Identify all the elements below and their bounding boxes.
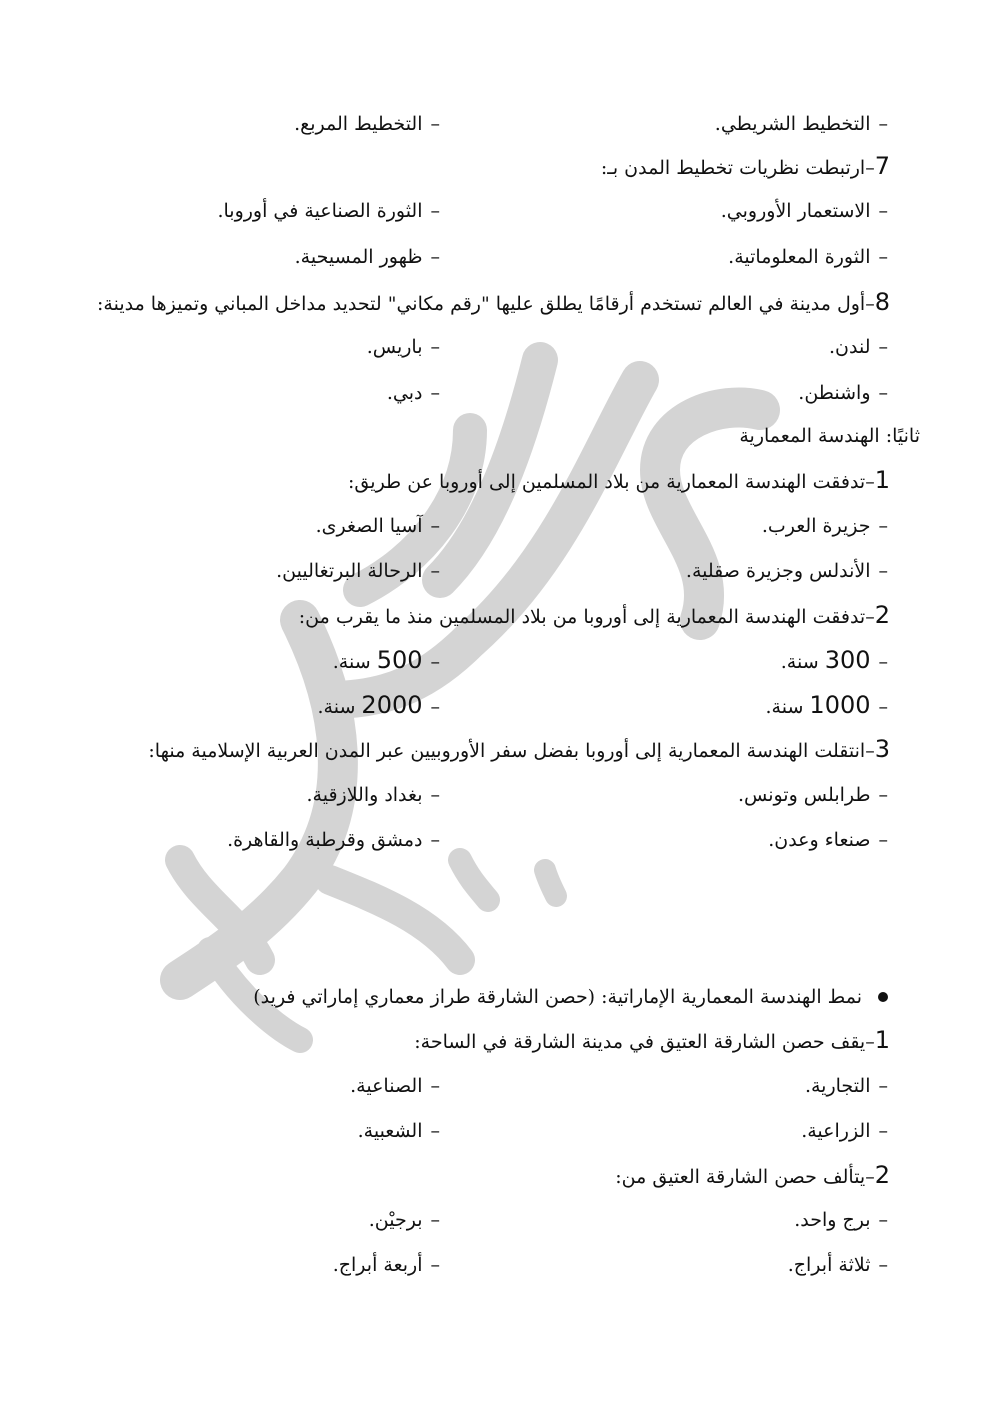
option-right bbox=[805, 1072, 888, 1100]
option-right bbox=[794, 1206, 888, 1234]
question-number: 7 bbox=[874, 152, 890, 180]
option-text: باريس. bbox=[366, 336, 423, 358]
option-left bbox=[306, 781, 440, 809]
question bbox=[348, 466, 890, 496]
question-number: 8 bbox=[874, 288, 890, 316]
option-unit: سنة. bbox=[780, 651, 819, 673]
dash-marker: – bbox=[878, 1254, 888, 1276]
option-left bbox=[294, 110, 440, 138]
dash-marker: – bbox=[878, 651, 888, 673]
option-text: ثلاثة أبراج. bbox=[787, 1254, 871, 1276]
question-dash: – bbox=[865, 740, 875, 762]
option-right bbox=[762, 512, 888, 540]
option-text: الصناعية. bbox=[350, 1075, 423, 1097]
option-left bbox=[316, 512, 440, 540]
option-text: الزراعية. bbox=[801, 1120, 871, 1142]
option-left bbox=[350, 1072, 440, 1100]
dash-marker: – bbox=[878, 382, 888, 404]
dash-marker: – bbox=[430, 246, 440, 268]
option-text: بغداد واللازقية. bbox=[306, 784, 423, 806]
option-left bbox=[295, 243, 440, 271]
option-number: 2000 bbox=[361, 691, 423, 719]
question-number: 1 bbox=[874, 1026, 890, 1054]
dash-marker: – bbox=[878, 696, 888, 718]
option-right bbox=[781, 646, 888, 676]
option-text: أربعة أبراج. bbox=[332, 1254, 423, 1276]
dash-marker: – bbox=[430, 1209, 440, 1231]
option-left bbox=[217, 197, 440, 225]
question-text: يقف حصن الشارقة العتيق في مدينة الشارقة في الساحة: bbox=[414, 1031, 866, 1053]
option-right bbox=[715, 110, 888, 138]
option-left bbox=[333, 1251, 440, 1279]
option-text: ظهور المسيحية. bbox=[294, 246, 423, 268]
option-text: لندن. bbox=[829, 336, 871, 358]
question-text: تدفقت الهندسة المعمارية من بلاد المسلمين إلى أوروبا عن طريق: bbox=[348, 471, 866, 493]
option-text: الاستعمار الأوروبي. bbox=[720, 200, 871, 222]
dash-marker: – bbox=[878, 246, 888, 268]
option-text: طرابلس وتونس. bbox=[737, 784, 871, 806]
dash-marker: – bbox=[430, 651, 440, 673]
question bbox=[414, 1026, 890, 1056]
question-text: ارتبطت نظريات تخطيط المدن بـ: bbox=[600, 157, 866, 179]
option-text: برجيْن. bbox=[368, 1209, 423, 1231]
option-right bbox=[721, 197, 888, 225]
option-left bbox=[317, 691, 440, 721]
option-text: التخطيط المربع. bbox=[294, 113, 423, 135]
option-left bbox=[369, 1206, 440, 1234]
dash-marker: – bbox=[430, 336, 440, 358]
dash-marker: – bbox=[430, 1120, 440, 1142]
option-text: الثورة الصناعية في أوروبا. bbox=[217, 200, 423, 222]
question-number: 3 bbox=[874, 735, 890, 763]
option-right bbox=[829, 333, 888, 361]
option-text: جزيرة العرب. bbox=[761, 515, 871, 537]
option-unit: سنة. bbox=[765, 696, 804, 718]
dash-marker: – bbox=[878, 515, 888, 537]
option-left bbox=[333, 646, 440, 676]
dash-marker: – bbox=[878, 200, 888, 222]
option-left bbox=[367, 333, 440, 361]
option-text: الأندلس وجزيرة صقلية. bbox=[685, 560, 871, 582]
question-number: 1 bbox=[874, 466, 890, 494]
section-heading bbox=[739, 422, 920, 450]
dash-marker: – bbox=[430, 696, 440, 718]
option-text: التجارية. bbox=[804, 1075, 871, 1097]
option-right bbox=[765, 691, 888, 721]
dash-marker: – bbox=[430, 382, 440, 404]
option-right bbox=[798, 379, 888, 407]
dash-marker: – bbox=[430, 1075, 440, 1097]
option-text: الثورة المعلوماتية. bbox=[728, 246, 871, 268]
option-text: آسيا الصغرى. bbox=[315, 515, 423, 537]
question-text: يتألف حصن الشارقة العتيق من: bbox=[615, 1166, 866, 1188]
option-right bbox=[788, 1251, 888, 1279]
question-text: تدفقت الهندسة المعمارية إلى أوروبا من بلاد المسلمين منذ ما يقرب من: bbox=[298, 606, 866, 628]
option-text: برج واحد. bbox=[794, 1209, 871, 1231]
question bbox=[299, 601, 890, 631]
question-text: أول مدينة في العالم تستخدم أرقامًا يطلق عليها "رقم مكاني" لتحديد مداخل المباني وتميزها مدينة: bbox=[97, 293, 866, 315]
option-text: الشعبية. bbox=[357, 1120, 423, 1142]
question bbox=[615, 1161, 890, 1191]
dash-marker: – bbox=[878, 784, 888, 806]
option-unit: سنة. bbox=[332, 651, 371, 673]
bullet-icon bbox=[878, 992, 888, 1002]
option-text: التخطيط الشريطي. bbox=[714, 113, 871, 135]
option-right bbox=[801, 1117, 888, 1145]
question bbox=[148, 735, 890, 765]
dash-marker: – bbox=[878, 1120, 888, 1142]
option-right bbox=[728, 243, 888, 271]
question bbox=[601, 152, 890, 182]
option-right bbox=[686, 557, 888, 585]
option-left bbox=[387, 379, 440, 407]
dash-marker: – bbox=[878, 113, 888, 135]
bullet-item bbox=[253, 983, 862, 1011]
option-text: واشنطن. bbox=[798, 382, 871, 404]
dash-marker: – bbox=[430, 200, 440, 222]
option-number: 500 bbox=[376, 646, 423, 674]
dash-marker: – bbox=[878, 1075, 888, 1097]
option-number: 300 bbox=[824, 646, 871, 674]
question-number: 2 bbox=[874, 1161, 890, 1189]
option-right bbox=[768, 826, 888, 854]
dash-marker: – bbox=[430, 113, 440, 135]
question-dash: – bbox=[865, 471, 875, 493]
question-dash: – bbox=[865, 1031, 875, 1053]
option-right bbox=[738, 781, 888, 809]
dash-marker: – bbox=[878, 336, 888, 358]
dash-marker: – bbox=[878, 560, 888, 582]
option-text: الرحالة البرتغاليين. bbox=[276, 560, 423, 582]
question-dash: – bbox=[865, 157, 875, 179]
question bbox=[97, 288, 890, 318]
dash-marker: – bbox=[430, 515, 440, 537]
option-text: دبي. bbox=[386, 382, 423, 404]
question-number: 2 bbox=[874, 601, 890, 629]
bullet-text: نمط الهندسة المعمارية الإماراتية: (حصن الشارقة طراز معماري إماراتي فريد) bbox=[253, 986, 862, 1008]
dash-marker: – bbox=[430, 784, 440, 806]
dash-marker: – bbox=[430, 560, 440, 582]
dash-marker: – bbox=[430, 1254, 440, 1276]
option-left bbox=[358, 1117, 440, 1145]
option-left bbox=[227, 826, 440, 854]
question-dash: – bbox=[865, 293, 875, 315]
question-text: انتقلت الهندسة المعمارية إلى أوروبا بفضل سفر الأوروبيين عبر المدن العربية الإسلامية منها: bbox=[148, 740, 866, 762]
dash-marker: – bbox=[878, 1209, 888, 1231]
option-unit: سنة. bbox=[317, 696, 356, 718]
option-text: صنعاء وعدن. bbox=[768, 829, 871, 851]
question-dash: – bbox=[865, 606, 875, 628]
question-dash: – bbox=[865, 1166, 875, 1188]
dash-marker: – bbox=[430, 829, 440, 851]
option-text: دمشق وقرطبة والقاهرة. bbox=[227, 829, 423, 851]
option-left bbox=[276, 557, 440, 585]
dash-marker: – bbox=[878, 829, 888, 851]
option-number: 1000 bbox=[809, 691, 871, 719]
section-heading-text: ثانيًا: الهندسة المعمارية bbox=[739, 425, 920, 447]
